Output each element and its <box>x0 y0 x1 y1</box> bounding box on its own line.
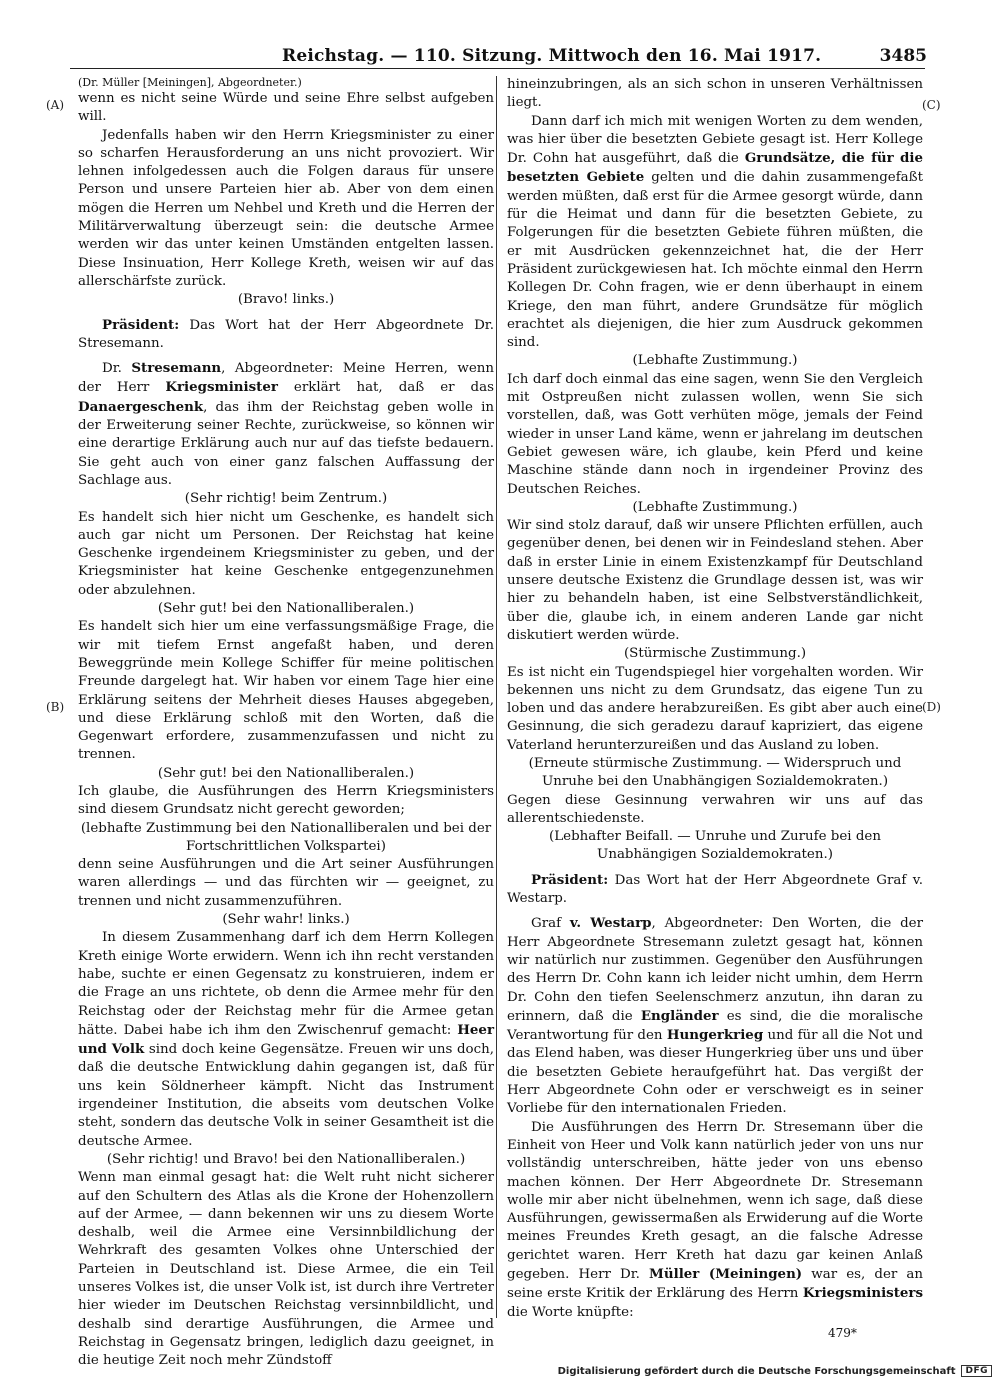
speaker-name: v. Westarp <box>569 915 652 932</box>
interjection: (Sehr gut! bei den Nationalliberalen.) <box>157 601 415 617</box>
right-column <box>507 76 923 1322</box>
paragraph: wenn es nicht seine Würde und seine Ehre selbst aufgeben will. <box>78 91 494 125</box>
margin-mark-b: (B) <box>46 700 65 714</box>
dfg-logo: DFG <box>961 1365 992 1377</box>
margin-mark-d: (D) <box>922 700 941 714</box>
running-header <box>70 44 925 69</box>
paragraph: Ich glaube, die Ausführungen des Herrn Kriegsministers sind diesem Grundsatz nicht gerecht geworden; <box>78 783 494 818</box>
interjection: (Sehr wahr! links.) <box>222 912 350 928</box>
interjection: (Sehr richtig! beim Zentrum.) <box>184 491 388 507</box>
paragraph: Ich darf doch einmal das eine sagen, wenn Sie den Vergleich mit Ostpreußen nicht zulassen wollen, wenn Sie sich vorstellen, daß, was Gott verhüten möge, jemals der Feind wieder in unser Land käme, wenn er jahrelang im deutschen Gebiet gewesen wäre, ich glaube, kein Pferd und keine Maschine stände dann noch in irgendeiner Provinz des Deutschen Reiches. <box>507 371 923 497</box>
paragraph: Präsident: Das Wort hat der Herr Abgeordnete Graf v. Westarp. <box>507 871 923 907</box>
interjection: (Lebhafte Zustimmung.) <box>632 353 798 369</box>
interjection: (Stürmische Zustimmung.) <box>623 646 807 662</box>
margin-mark-c: (C) <box>922 98 941 112</box>
speaker-continuation: (Dr. Müller [Meiningen], Abgeordneter.) <box>78 76 302 89</box>
paragraph: Wir sind stolz darauf, daß wir unsere Pflichten erfüllen, auch gegenüber denen, bei denen wir in Feindesland stehen. Aber daß in erster Linie in einem Existenzkampf für Deutschland unsere deutsche Existenz die Grundlage dessen ist, was wir hier zu behandeln haben, ist eine Selbstverständlichkeit, über die, glaube ich, in einem anderen Lande gar nicht diskutiert werden würde. <box>507 518 923 643</box>
speaker-name: Präsident: <box>531 871 609 888</box>
paragraph: Jedenfalls haben wir den Herrn Kriegsminister zu einer so scharfen Herausforderung an uns nicht provoziert. Wir lehnen infolgedessen auch die Folgen daraus für unsere Person und unsere Parteien hier ab. Aber von dem einen mögen die Herren um Nehbel und Kreth und die Herren der Militärverwaltung überzeugt sein: die deutsche Armee werden wir das unter keinen Umständen entgelten lassen. Diese Insinuation, Herr Kollege Kreth, weisen wir auf das allerschärfste zurück. <box>78 127 494 289</box>
paragraph: Es handelt sich hier um eine verfassungsmäßige Frage, die wir mit tiefem Ernst angefaßt haben, und deren Beweggründe mein Kollege Schiffer für meine politischen Freunde dargelegt hat. Wir haben vor einem Tage hier eine Erklärung seitens der Mehrheit dieses Hauses abgegeben, und diese Erklärung schloß mit den Worten, daß die Gegenwart erfordere, zusammenzufassen und nicht zu trennen. <box>78 619 494 763</box>
paragraph: Präsident: Das Wort hat der Herr Abgeordnete Dr. Stresemann. <box>78 316 494 351</box>
speaker-name: Präsident: <box>102 316 180 333</box>
paragraph: Es ist nicht ein Tugendspiegel hier vorgehalten worden. Wir bekennen uns nicht zu dem Grundsatz, das eigene Tun zu loben und das andere herabzureißen. Es gibt aber auch eine Gesinnung, die sich geradezu darauf kapriziert, das eigene Vaterland herunterzureißen und das Ausland zu loben. <box>507 664 923 753</box>
digitization-credit <box>558 1365 992 1377</box>
paragraph: Es handelt sich hier nicht um Geschenke, es handelt sich auch gar nicht um Personen. Der Reichstag hat keine Geschenke irgendeinem Kriegsminister zu geben, und der Kriegsminister hat keine Geschenke entgegenzunehmen oder abzulehnen. <box>78 509 494 598</box>
interjection: (lebhafte Zustimmung bei den Nationalliberalen und bei der Fortschrittlichen Volkspartei) <box>80 820 492 854</box>
paragraph: Dr. Stresemann, Abgeordneter: Meine Herren, wenn der Herr Kriegsminister erklärt hat, daß er das Danaergeschenk, das ihm der Reichstag geben wolle in der Erweiterung seiner Rechte, zurückweise, so können wir eine derartige Erklärung auch nur auf das tiefste bedauern. Sie geht auch von einer ganz falschen Auffassung der Sachlage aus. <box>78 360 494 488</box>
paragraph: Gegen diese Gesinnung verwahren wir uns auf das allerentschiedenste. <box>507 792 923 826</box>
interjection: (Lebhafte Zustimmung.) <box>632 499 798 515</box>
column-divider <box>496 76 497 1318</box>
margin-mark-a: (A) <box>46 98 65 112</box>
interjection: (Sehr gut! bei den Nationalliberalen.) <box>157 765 415 781</box>
signature-mark: 479* <box>828 1326 857 1340</box>
paragraph: In diesem Zusammenhang darf ich dem Herrn Kollegen Kreth einige Worte erwidern. Wenn ich ihn recht verstanden habe, suchte er einen Gegensatz zu konstruieren, indem er die Frage an uns richtete, ob denn die Armee mehr für den Reichstag oder der Reichstag mehr für die Armee getan hätte. Dabei habe ich ihm den Zwischenruf gemacht: Heer und Volk sind doch keine Gegensätze. Freuen wir uns doch, daß die deutsche Entwicklung dahin gegangen ist, daß für uns kein Söldnerheer kämpft. Nicht das Instrument irgendeiner Institution, die abseits vom deutschen Volke steht, sondern das deutsche Volk in seiner Gesamtheit ist die deutsche Armee. <box>78 930 494 1149</box>
page-number: 3485 <box>879 46 927 66</box>
interjection: (Bravo! links.) <box>237 292 335 308</box>
interjection: (Sehr richtig! und Bravo! bei den Nationalliberalen.) <box>106 1151 466 1167</box>
paragraph: hineinzubringen, als an sich schon in unseren Verhältnissen liegt. <box>507 77 923 111</box>
paragraph: Wenn man einmal gesagt hat: die Welt ruht nicht sicherer auf den Schultern des Atlas als die Krone der Hohenzollern auf der Armee, — dann bekennen wir uns zu diesem Worte deshalb, weil die Armee eine Versinnbildlichung der Wehrkraft des gesamten Volkes ohne Unterschied der Parteien in Deutschland ist. Diese Armee, die ein Teil unseres Volkes ist, die unser Volk ist, ist durch ihre Vertreter hier wieder im Deutschen Reichstag versinnbildlicht, und deshalb sind derartige Ausführungen, die Armee und Reichstag in Gegensatz bringen, lediglich dazu geeignet, in die heutige Zeit noch mehr Zündstoff <box>78 1170 494 1369</box>
interjection: (Lebhafter Beifall. — Unruhe und Zurufe bei den Unabhängigen Sozialdemokraten.) <box>549 829 881 863</box>
paragraph: denn seine Ausführungen und die Art seiner Ausführungen waren allerdings — und das fürchten wir — geeignet, zu trennen und nicht zusammenzuführen. <box>78 857 494 909</box>
paragraph: Dann darf ich mich mit wenigen Worten zu dem wenden, was hier über die besetzten Gebiete gesagt ist. Herr Kollege Dr. Cohn hat ausgeführt, daß die Grundsätze, die für die besetzten Gebiete gelten und die dahin zusammengefaßt werden müßten, daß erst für die Armee gesorgt würde, dann für die Heimat und dann für die besetzten Gebiete, zu Folgerungen für die besetzten Gebiete führen müßten, die er mit Ausdrücken gekennzeichnet hat, die der Herr Präsident zurückgewiesen hat. Ich möchte einmal den Herrn Kollegen Dr. Cohn fragen, wie er denn überhaupt in einem Kriege, den man führt, andere Grundsätze für möglich erachtet als diejenigen, die hier zum Ausdruck gekommen sind. <box>507 113 923 351</box>
credit-text: Digitalisierung gefördert durch die Deutsche Forschungsgemeinschaft <box>557 1365 956 1377</box>
left-column <box>78 76 494 1370</box>
paragraph: Graf v. Westarp, Abgeordneter: Den Worten, die der Herr Abgeordnete Stresemann zuletzt gesagt hat, können wir natürlich nur zustimmen. Gegenüber den Ausführungen des Herrn Dr. Cohn kann ich leider nicht umhin, dem Herrn Dr. Cohn den tiefen Seelenschmerz anzutun, ihn daran zu erinnern, daß die Engländer es sind, die die moralische Verantwortung für den Hungerkrieg und für all die Not und das Elend haben, was dieser Hungerkrieg über uns und über die besetzten Gebiete heraufgeführt hat. Das vergißt der Herr Abgeordnete Cohn oder er verschweigt es in seiner Vorliebe für den internationalen Frieden. <box>507 915 924 1117</box>
speaker-name: Stresemann <box>131 360 222 377</box>
header-title: Reichstag. — 110. Sitzung. Mittwoch den 16. Mai 1917. <box>282 46 822 66</box>
interjection: (Erneute stürmische Zustimmung. — Widerspruch und Unruhe bei den Unabhängigen Sozialdemokraten.) <box>528 755 902 790</box>
paragraph: Die Ausführungen des Herrn Dr. Stresemann über die Einheit von Heer und Volk kann natürlich jeder von uns nur vollständig unterschreiben, hätte jeder von uns ebenso machen können. Der Herr Abgeordnete Dr. Stresemann wolle mir aber nicht übelnehmen, wenn ich sage, daß diese Ausführungen, gewissermaßen als Erwiderung auf die Worte meines Freundes Kreth gesagt, an die falsche Adresse gerichtet waren. Herr Kreth hat dazu gar keinen Anlaß gegeben. Herr Dr. Müller (Meiningen) war es, der an seine erste Kritik der Erklärung des Herrn Kriegsministers die Worte knüpfte: <box>507 1119 924 1320</box>
